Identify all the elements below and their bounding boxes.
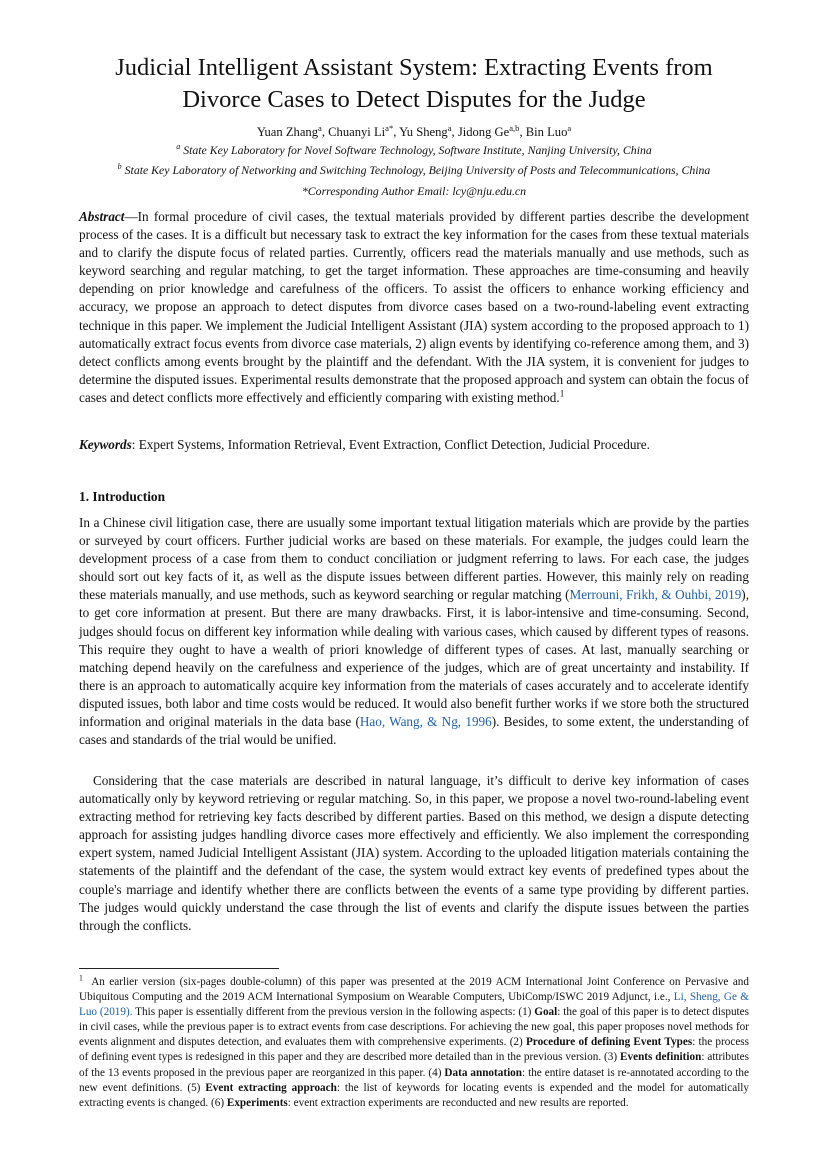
footnote-bold: Data annotation bbox=[444, 1066, 522, 1079]
affiliation-text: State Key Laboratory of Networking and Switching Technology, Beijing University of Posts and Telecommunications, China bbox=[124, 163, 711, 177]
footnote-divider bbox=[79, 968, 279, 969]
author-name: Yuan Zhang bbox=[256, 125, 319, 139]
intro-text: ). Besides, to some extent, the understanding of cases and standards of the trial would be unified. bbox=[79, 714, 749, 748]
footnote-bold: Procedure of defining Event Types bbox=[525, 1036, 693, 1049]
footnote-text: : attributes of the 13 events proposed in the previous paper are reorganized in this paper. (4) bbox=[79, 1051, 749, 1079]
footnote-text: : the entire dataset is re-annotated according to the new event definitions. (5) bbox=[79, 1066, 749, 1094]
footnote-text: : the process of defining event types is redesigned in this paper and they are described more detailed than in the previous version. (3) bbox=[79, 1036, 749, 1064]
author-affiliation-mark: a,b bbox=[509, 122, 520, 133]
author-list: Yuan Zhang$^a$, Chuanyi $Li^{a*}$, Yu Sheng$^a$, Jidong Ge$^{a,b}$, Bin Luo$^a$ bbox=[256, 122, 572, 139]
author-name: Jidong Ge bbox=[457, 125, 510, 139]
footnote-mark: 1 bbox=[79, 973, 83, 983]
keywords-text: : Expert Systems, Information Retrieval, Event Extraction, Conflict Detection, Judicial Procedure. bbox=[131, 437, 650, 452]
author-affiliation-mark: a bbox=[567, 122, 572, 133]
author-affiliation-mark: a bbox=[318, 122, 322, 133]
footnote-bold: Goal bbox=[534, 1006, 558, 1019]
abstract-label: Abstract bbox=[79, 209, 125, 224]
paper-title bbox=[60, 52, 768, 116]
intro-paragraph-2: Considering that the case materials are described in natural language, it’s difficult to derive key information of cases automatically only by keyword retrieving or regular matching. So, in this paper, we propose a novel two-round-labeling event extracting method for retrieving key facts described by different parties. Based on this method, we design a dispute detecting approach for assisting judges handling divorce cases more effectively and efficiently. We also implement the corresponding expert system, named Judicial Intelligent Assistant (JIA) system. According to the uploaded litigation materials containing the statements of the plaintiff and the defendant of the case, the system would extract key events of predefined types about the couple's marriage and identify whether there are conflicts between the events of a same type providing by different parties. The judges would quickly understand the case through the list of events and clarify the dispute issues between the parties through the conflicts. bbox=[79, 773, 749, 933]
intro-text: ), to get core information at present. But there are many drawbacks. First, it is labor-intensive and time-consuming. Second, judges should focus on different key information while dealing with various cases, which caused by different types of reasons. This require they ought to have a wealth of priori knowledge of different types of cases. At last, manually searching or matching depend heavily on the carefulness and experience of the judges, which are of great uncertainty and instability. If there is an approach to automatically acquire key information from the materials of cases accurately and to accelerate identify disputed issues, both labor and time costs would be reduced. It would also benefit further works if we store both the structured information and original materials in the data base ( bbox=[79, 587, 749, 730]
affiliation-a bbox=[40, 142, 788, 158]
intro-text: In a Chinese civil litigation case, there are usually some important textual litigation materials which are provide by the parties or surveyed by court officers. Further judicial works are based on these materials. For example, the judges could learn the development process of a case from them to conduct conciliation or judgment referring to laws. For each case, the judges should sort out key facts of it, as well as the dispute issues between different parties. However, this mainly rely on reading these materials manually, and use methods, such as keyword searching or regular matching ( bbox=[79, 515, 749, 603]
affiliation-b bbox=[40, 162, 788, 178]
corresponding-author: *Corresponding Author Email: lcy@nju.edu.cn bbox=[301, 184, 527, 198]
section-heading: 1. Introduction bbox=[79, 489, 166, 504]
intro-paragraph-1 bbox=[79, 514, 749, 749]
author-affiliation-mark: a* bbox=[385, 122, 394, 133]
footnote-bold: Event extracting approach bbox=[205, 1081, 337, 1094]
citation-link[interactable]: Li, Sheng, Ge & Luo (2019). bbox=[79, 991, 749, 1019]
affiliation-mark: a bbox=[176, 142, 181, 152]
keywords bbox=[79, 436, 749, 454]
affiliation-mark: b bbox=[117, 162, 122, 172]
abstract-dash: — bbox=[124, 209, 138, 224]
footnote bbox=[79, 975, 749, 1111]
footnote-text: : the list of keywords for locating events is expended and the model for automatically extracting events is changed. (6) bbox=[79, 1081, 750, 1109]
keywords-label: Keywords bbox=[79, 437, 132, 452]
abstract bbox=[79, 208, 749, 407]
author-name: Chuanyi Li bbox=[328, 125, 386, 139]
title-line-2: Divorce Cases to Detect Disputes for the Judge bbox=[182, 86, 646, 113]
title-line-1: Judicial Intelligent Assistant System: Extracting Events from bbox=[115, 54, 713, 81]
footnote-bold: Experiments bbox=[226, 1096, 288, 1109]
footnote-text: : event extraction experiments are reconducted and new results are reported. bbox=[287, 1096, 629, 1109]
affiliation-text: State Key Laboratory for Novel Software Technology, Software Institute, Nanjing University, China bbox=[183, 143, 652, 157]
author-name: Bin Luo bbox=[525, 125, 568, 139]
abstract-text: In formal procedure of civil cases, the textual materials provided by different parties describe the development process of the cases. It is a difficult but necessary task to extract the key information for the cases from these textual materials and to clarify the dispute focus of related parties. Currently, officers read the materials manually and use methods, such as keyword searching and regular matching, to get the target information. These approaches are time-consuming and heavily depending on prior knowledge and carefulness of the officers. To assist the officers to enhance working efficiency and accuracy, we propose an approach to detect disputes from divorce cases based on a two-round-labeling event extracting technique in this paper. We implement the Judicial Intelligent Assistant (JIA) system according to the proposed approach to 1) automatically extract focus events from divorce case materials, 2) align events by identifying co-reference among them, and 3) detect conflicts among events brought by the plaintiff and the defendant. With the JIA system, it is convenient for judges to determine the disputed issues. Experimental results demonstrate that the proposed approach and system can obtain the focus of cases and detect conflicts more effectively and efficiently comparing with existing method. bbox=[79, 209, 749, 405]
citation-link[interactable]: Hao, Wang, & Ng, 1996 bbox=[359, 714, 492, 730]
author-affiliation-mark: a bbox=[447, 122, 452, 133]
footnote-bold: Events definition bbox=[620, 1051, 702, 1064]
footnote-ref[interactable]: 1 bbox=[559, 388, 565, 399]
footnote-text: : the goal of this paper is to detect disputes in civil cases, while the previous paper is to extract events from case descriptions. For achieving the new goal, this paper proposes novel methods for events alignment and disputes detection, and evaluates them with comprehensive experiments. (2) bbox=[79, 1006, 749, 1049]
author-name: Yu Sheng bbox=[399, 125, 448, 139]
citation-link[interactable]: Merrouni, Frikh, & Ouhbi, 2019 bbox=[569, 587, 742, 603]
footnote-text: An earlier version (six-pages double-column) of this paper was presented at the 2019 ACM International Joint Conference on Pervasive and Ubiquitous Computing and the 2019 ACM International Symposium on Wearable Computers, UbiComp/ISWC 2019 Adjunct, i.e., bbox=[79, 976, 749, 1004]
footnote-text: This paper is essentially different from the previous version in the following aspects: (1) bbox=[132, 1006, 535, 1019]
